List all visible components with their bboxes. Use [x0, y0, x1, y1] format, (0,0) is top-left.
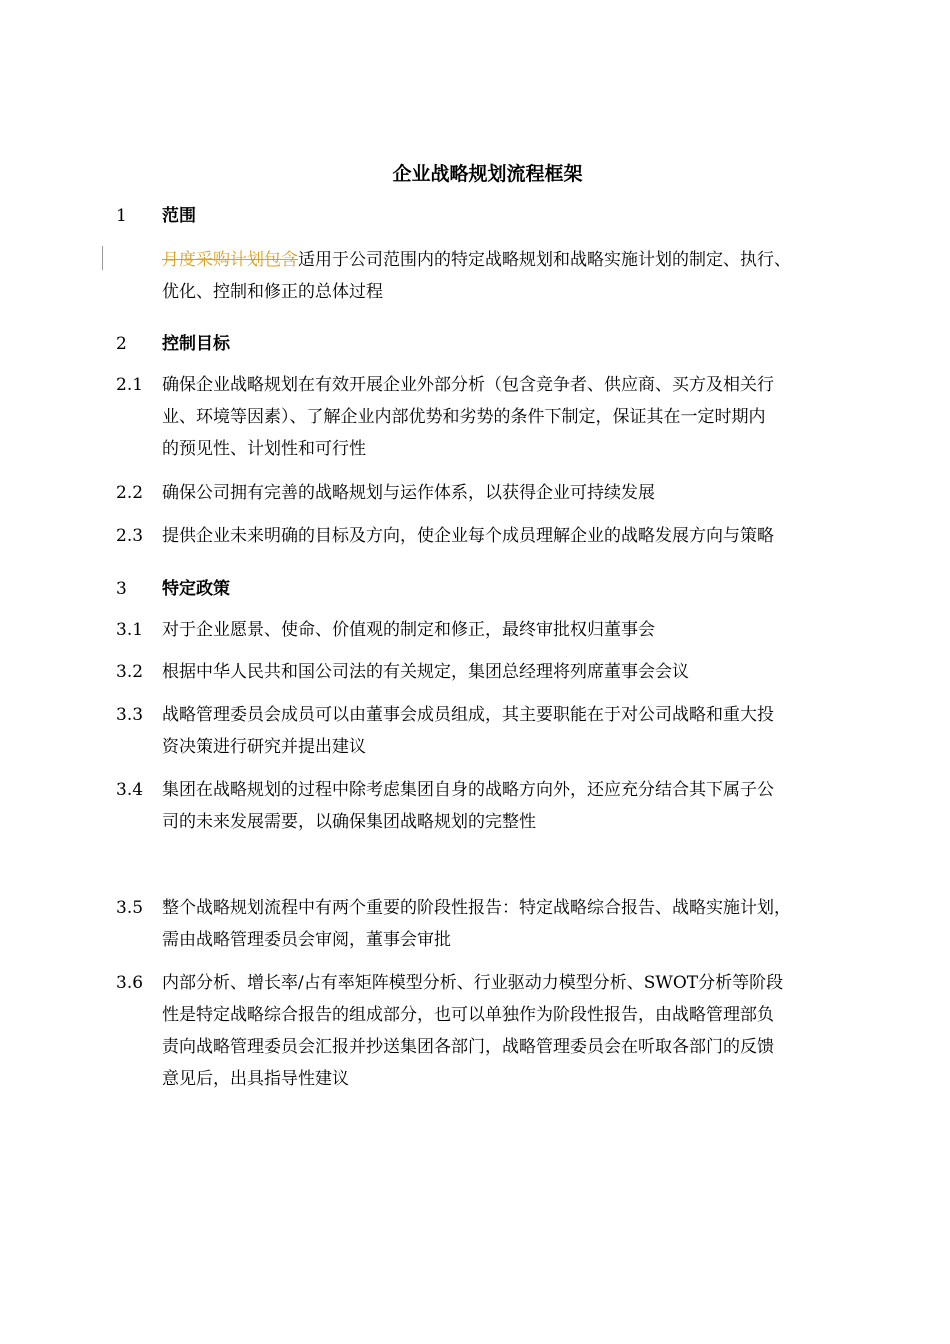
list-item-3-2 — [116, 656, 876, 688]
item-number: 2.1 — [116, 375, 144, 395]
item-line: 提供企业未来明确的目标及方向，使企业每个成员理解企业的战略发展方向与策略 — [162, 526, 774, 546]
list-item-3-4 — [116, 774, 876, 838]
list-item-3-5 — [116, 892, 876, 956]
item-line: 整个战略规划流程中有两个重要的阶段性报告：特定战略综合报告、战略实施计划， — [162, 898, 791, 918]
list-item-2-3 — [116, 520, 876, 552]
item-line: 战略管理委员会成员可以由董事会成员组成，其主要职能在于对公司战略和重大投 — [162, 705, 774, 725]
section-number: 3 — [116, 579, 127, 599]
list-item-3-6 — [116, 967, 876, 1095]
list-item-2-2 — [116, 477, 876, 509]
item-line: 根据中华人民共和国公司法的有关规定，集团总经理将列席董事会会议 — [162, 662, 689, 682]
section-heading-control-goals — [116, 331, 230, 357]
section-title: 特定政策 — [162, 579, 230, 599]
item-line: 司的未来发展需要，以确保集团战略规划的完整性 — [162, 812, 536, 832]
scope-paragraph — [116, 244, 876, 308]
item-line: 资决策进行研究并提出建议 — [162, 737, 366, 757]
change-bar — [102, 246, 103, 270]
item-number: 3.3 — [116, 705, 144, 725]
item-number: 3.2 — [116, 662, 144, 682]
item-number: 3.6 — [116, 973, 144, 993]
item-line: 责向战略管理委员会汇报并抄送集团各部门，战略管理委员会在听取各部门的反馈 — [162, 1037, 774, 1057]
item-line: 的预见性、计划性和可行性 — [162, 439, 366, 459]
document-title: 企业战略规划流程框架 — [392, 163, 583, 185]
item-line: 业、环境等因素）、了解企业内部优势和劣势的条件下制定，保证其在一定时期内 — [162, 407, 766, 427]
item-line: 需由战略管理委员会审阅，董事会审批 — [162, 930, 451, 950]
item-number: 3.4 — [116, 780, 144, 800]
section-heading-specific-policy — [116, 576, 230, 602]
item-number: 3.5 — [116, 898, 144, 918]
item-number: 2.2 — [116, 483, 144, 503]
list-item-3-1 — [116, 614, 876, 646]
item-line: 性是特定战略综合报告的组成部分，也可以单独作为阶段性报告，由战略管理部负 — [162, 1005, 774, 1025]
item-line: 确保企业战略规划在有效开展企业外部分析（包含竞争者、供应商、买方及相关行 — [162, 375, 774, 395]
item-line: 确保公司拥有完善的战略规划与运作体系，以获得企业可持续发展 — [162, 483, 655, 503]
item-number: 2.3 — [116, 526, 144, 546]
section-number: 2 — [116, 334, 127, 354]
section-title: 范围 — [162, 206, 196, 226]
section-heading-scope — [116, 203, 196, 229]
item-line: 集团在战略规划的过程中除考虑集团自身的战略方向外，还应充分结合其下属子公 — [162, 780, 774, 800]
item-line: 意见后，出具指导性建议 — [162, 1069, 349, 1089]
section-title: 控制目标 — [162, 334, 230, 354]
item-line: 内部分析、增长率/占有率矩阵模型分析、行业驱动力模型分析、SWOT分析等阶段 — [162, 973, 784, 993]
paragraph-line: 月度采购计划包含适用于公司范围内的特定战略规划和战略实施计划的制定、执行、 — [162, 250, 791, 270]
paragraph-line: 优化、控制和修正的总体过程 — [162, 282, 383, 302]
item-line: 对于企业愿景、使命、价值观的制定和修正，最终审批权归董事会 — [162, 620, 655, 640]
deleted-text: 月度采购计划包含 — [162, 250, 298, 270]
list-item-2-1 — [116, 369, 876, 465]
item-number: 3.1 — [116, 620, 144, 640]
section-number: 1 — [116, 206, 127, 226]
list-item-3-3 — [116, 699, 876, 763]
